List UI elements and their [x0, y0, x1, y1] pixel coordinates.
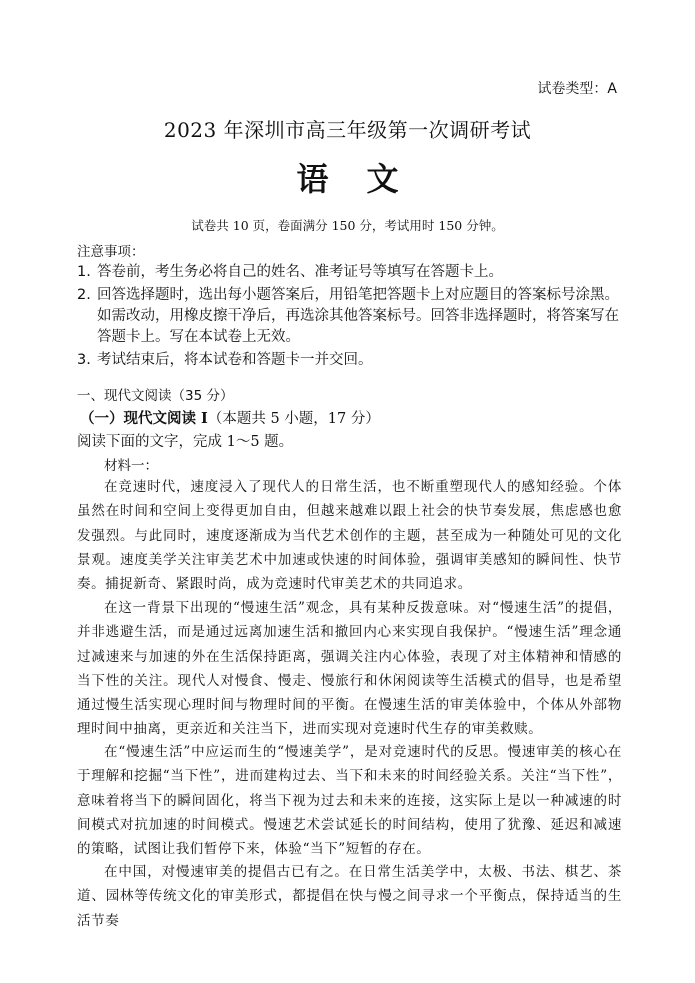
- note-text: 答卷前，考生务必将自己的姓名、准考证号等填写在答题卡上。: [97, 264, 503, 280]
- note-number: 3.: [77, 352, 91, 368]
- note-number: 2.: [77, 287, 91, 303]
- section-title: 一、现代文阅读（35 分）: [77, 388, 234, 404]
- paragraph: 在中国，对慢速审美的提倡古已有之。在日常生活美学中，太极、书法、棋艺、茶道、园林等传统文化的审美形式，都提倡在快与慢之间寻求一个平衡点，保持适当的生活节奏: [77, 864, 622, 929]
- note-text: 考试结束后，将本试卷和答题卡一并交回。: [97, 352, 373, 368]
- part-title-bold: （一）现代文阅读 I: [80, 410, 208, 427]
- subject-title: 语文: [296, 160, 437, 198]
- note-text: 回答选择题时，选出每小题答案后，用铅笔把答题卡上对应题目的答案标号涂黑。如需改动，用橡皮擦干净后，再选涂其他答案标号。回答非选择题时，将答案写在答题卡上。写在本试卷上无效。: [97, 287, 619, 345]
- exam-info: 试卷共 10 页，卷面满分 150 分，考试用时 150 分钟。: [191, 218, 504, 233]
- reading-instruction: 阅读下面的文字，完成 1～5 题。: [77, 434, 294, 450]
- exam-title: 2023 年深圳市高三年级第一次调研考试: [163, 118, 532, 142]
- note-item: [77, 285, 622, 348]
- note-item: [77, 350, 622, 371]
- paragraph: 在“慢速生活”中应运而生的“慢速美学”，是对竞速时代的反思。慢速审美的核心在于理解和挖掘“当下性”，进而建构过去、当下和未来的时间经验关系。关注“当下性”，意味着将当下的瞬间固化，将当下视为过去和未来的连接，这实际上是以一种减速的时间模式对抗加速的时间模式。慢速艺术尝试延长的时间结构，使用了犹豫、延迟和减速的策略，试图让我们暂停下来，体验“当下”短暂的存在。: [77, 744, 622, 858]
- notes-title: 注意事项：: [77, 244, 145, 260]
- paragraph: 在竞速时代，速度浸入了现代人的日常生活，也不断重塑现代人的感知经验。个体虽然在时间和空间上变得更加自由，但越来越难以跟上社会的快节奏发展，焦虑感也愈发强烈。与此同时，速度逐渐成为当代艺术创作的主题，甚至成为一种随处可见的文化景观。速度美学关注审美艺术中加速或快速的时间体验，强调审美感知的瞬间性、快节奏。捕捉新奇、紧跟时尚，成为竞速时代审美艺术的共同追求。: [77, 479, 622, 593]
- part-title-rest: （本题共 5 小题，17 分）: [207, 411, 380, 427]
- paper-type-label: 试卷类型：A: [537, 81, 617, 97]
- part-title: [80, 407, 380, 428]
- paragraph: 在这一背景下出现的“慢速生活”观念，具有某种反拨意味。对“慢速生活”的提倡，并非逃避生活，而是通过远离加速生活和撤回内心来实现自我保护。“慢速生活”理念通过减速来与加速的外在生活保持距离，强调关注内心体验，表现了对主体精神和情感的当下性的关注。现代人对慢食、慢走、慢旅行和休闲阅读等生活模式的倡导，也是希望通过慢生活实现心理时间与物理时间的平衡。在慢速生活的审美体验中，个体从外部物理时间中抽离，更亲近和关注当下，进而实现对竞速时代生存的审美救赎。: [77, 600, 622, 738]
- note-item: [77, 262, 622, 283]
- material-label: 材料一：: [104, 458, 158, 474]
- note-number: 1.: [77, 264, 91, 280]
